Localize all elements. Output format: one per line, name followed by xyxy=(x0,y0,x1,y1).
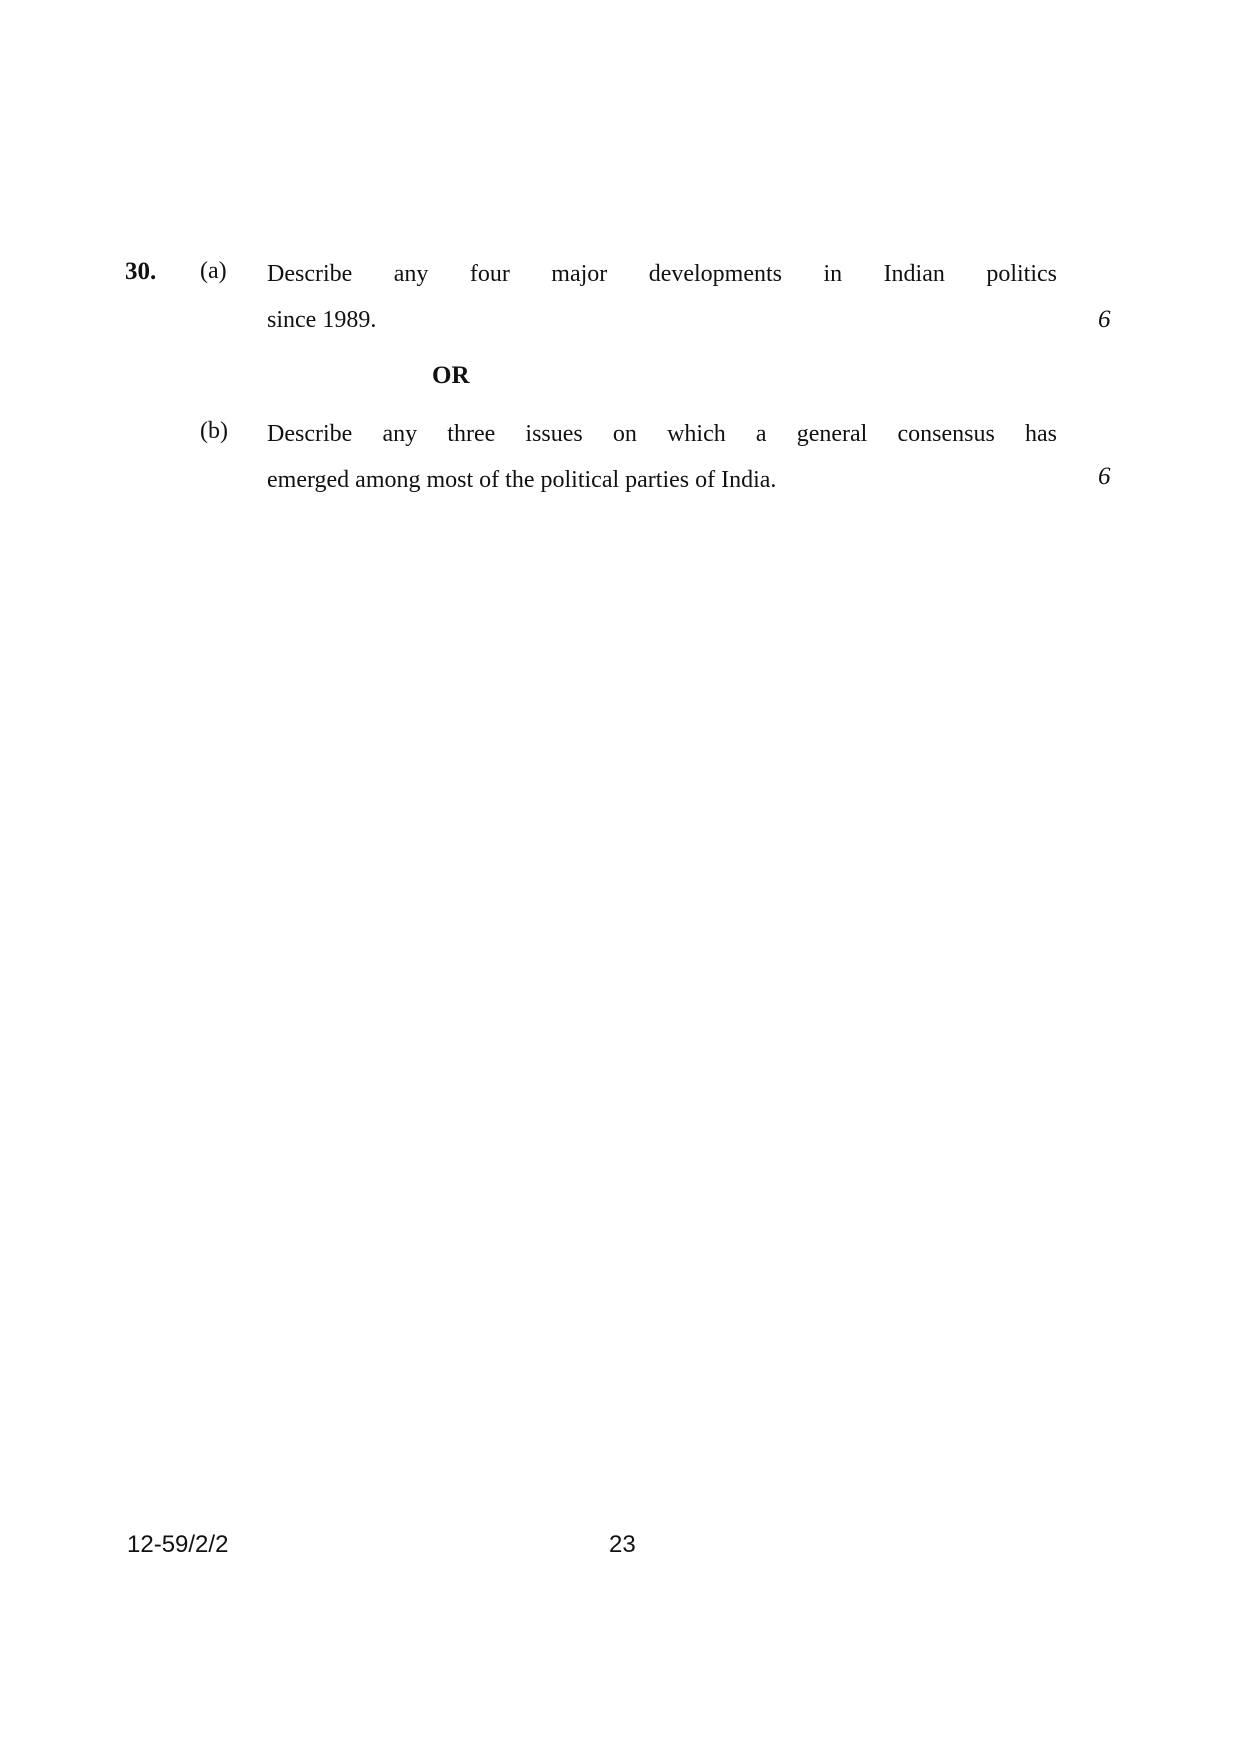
part-b-label: (b) xyxy=(200,418,228,444)
part-a-line-1: Describe any four major developments in Indian politics xyxy=(267,261,1057,287)
part-a-line-2: since 1989. xyxy=(267,307,377,333)
footer-page-number: 23 xyxy=(609,1531,636,1558)
part-a-marks: 6 xyxy=(1098,306,1111,333)
or-separator: OR xyxy=(432,362,470,389)
part-a-text xyxy=(267,251,1057,343)
part-b-line-1: Describe any three issues on which a general consensus has xyxy=(267,421,1057,447)
question-number: 30. xyxy=(125,258,157,285)
part-b-marks: 6 xyxy=(1098,463,1111,490)
part-b-text xyxy=(267,411,1057,503)
part-a-label: (a) xyxy=(200,258,227,284)
footer-paper-code: 12-59/2/2 xyxy=(127,1531,229,1558)
part-b-line-2: emerged among most of the political parties of India. xyxy=(267,467,777,493)
